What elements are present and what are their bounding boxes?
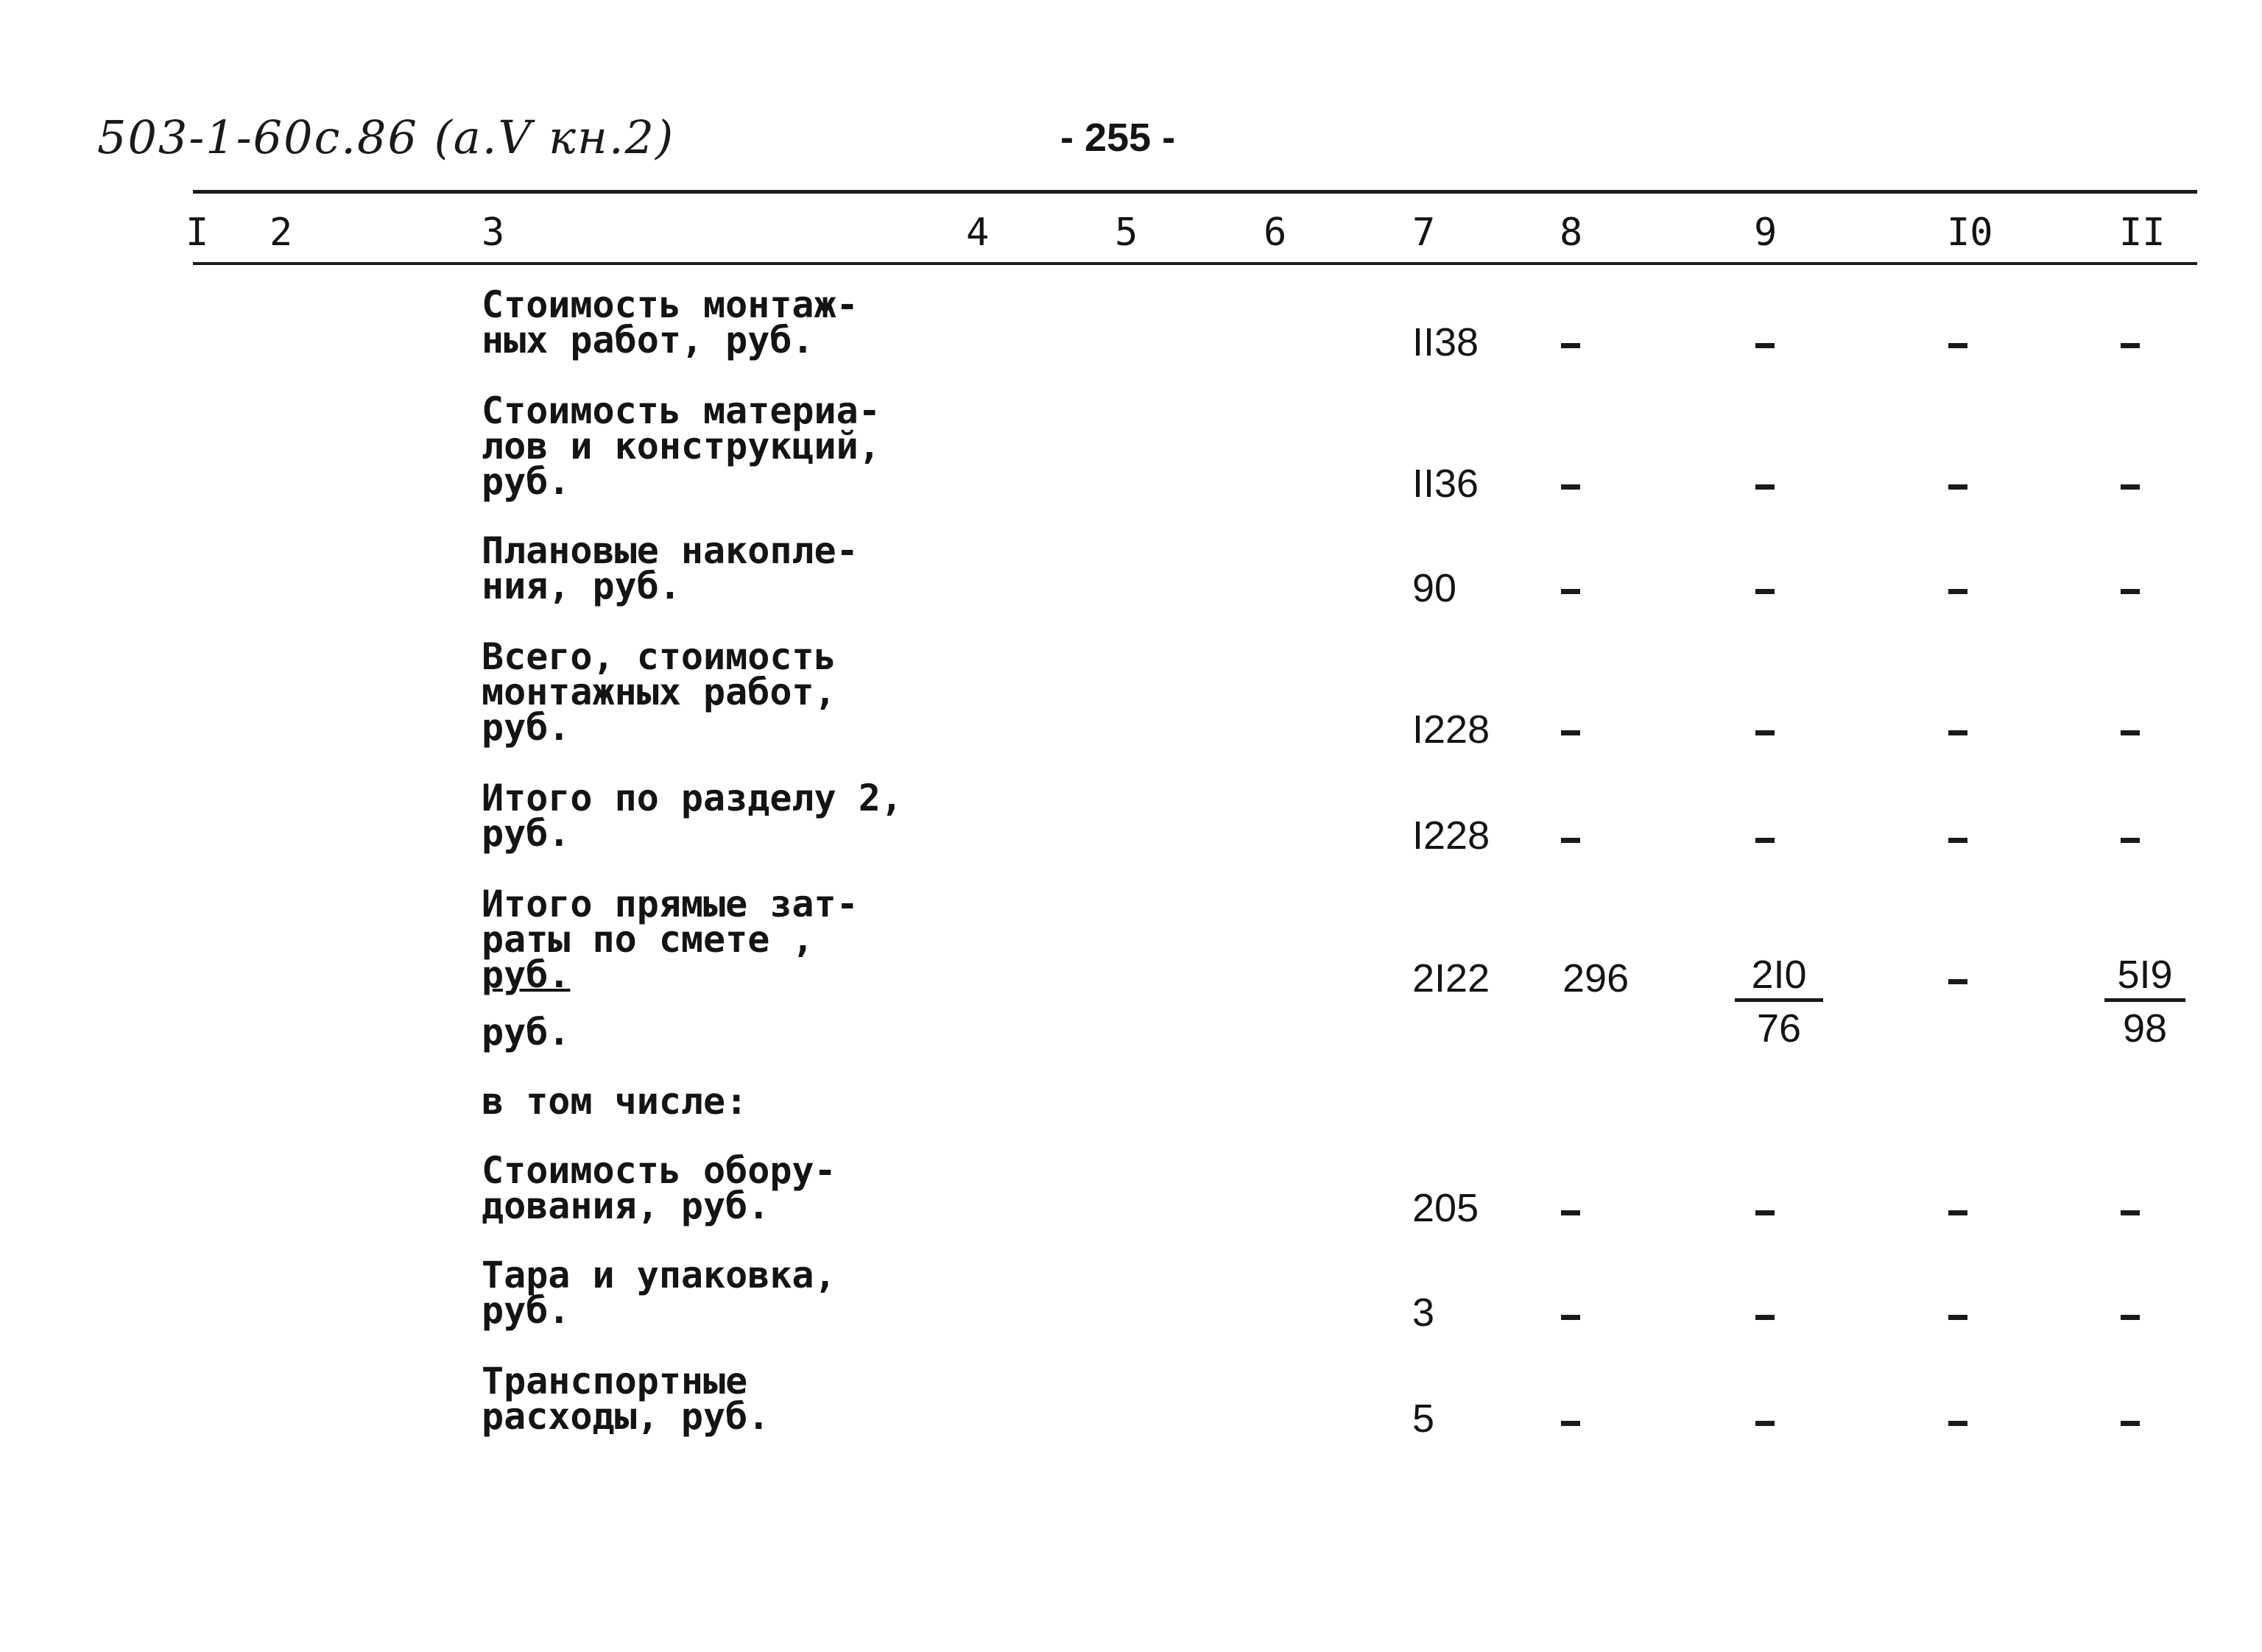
row-10-col-9-dash: [1755, 1421, 1775, 1426]
row-10-col-8-dash: [1561, 1421, 1580, 1426]
row-5-col-8-dash: [1561, 838, 1580, 843]
row-5-col-9-dash: [1755, 838, 1775, 843]
row-5-col-7: I228: [1412, 813, 1490, 858]
row-1-col-10-dash: [1948, 343, 1967, 348]
row-1-col-8-dash: [1561, 343, 1580, 348]
column-header-4: 4: [966, 211, 990, 255]
column-header-6: 6: [1264, 211, 1287, 255]
row-6-col-11-numerator: 5I9: [2117, 953, 2173, 997]
row-2-col-9-dash: [1755, 484, 1775, 490]
column-header-2: 2: [269, 211, 293, 255]
row-6-col-11-fraction: [2104, 953, 2185, 1051]
page-number: - 255 -: [1060, 116, 1176, 160]
row-label-equipment-cost: Стоимость обору- дования, руб.: [482, 1149, 836, 1227]
row-3-col-10-dash: [1948, 589, 1967, 594]
row-3-col-7: 90: [1412, 566, 1457, 610]
table-top-rule: [193, 190, 2197, 194]
row-2-col-10-dash: [1948, 484, 1967, 490]
row-9-col-10-dash: [1948, 1315, 1967, 1320]
row-3-col-11-dash: [2121, 589, 2140, 594]
row-10-col-7: 5: [1412, 1397, 1435, 1441]
row-label-installation-cost: Стоимость монтаж- ных работ, руб.: [482, 283, 859, 361]
row-10-col-10-dash: [1948, 1421, 1967, 1426]
row-8-col-11-dash: [2121, 1210, 2140, 1215]
row-2-col-7: II36: [1412, 462, 1479, 506]
row-1-col-7: II38: [1412, 320, 1479, 364]
row-8-col-8-dash: [1561, 1210, 1580, 1215]
row-9-col-8-dash: [1561, 1315, 1580, 1320]
row-6-col-9-denominator: 76: [1756, 1006, 1802, 1051]
row-3-col-9-dash: [1755, 589, 1775, 594]
row-3-col-8-dash: [1561, 589, 1580, 594]
column-header-8: 8: [1560, 211, 1583, 255]
row-4-col-9-dash: [1755, 730, 1775, 735]
row-4-col-8-dash: [1561, 730, 1580, 735]
column-header-5: 5: [1115, 211, 1138, 255]
document-code-handwritten: 503-1-60с.86 (а.V кн.2): [97, 110, 675, 164]
row-label-direct-costs-rub-line: руб.: [482, 1011, 571, 1053]
row-9-col-7: 3: [1412, 1291, 1435, 1335]
column-header-10: I0: [1947, 211, 1993, 255]
row-2-col-11-dash: [2121, 484, 2140, 490]
row-label-transport-costs: Транспортные расходы, руб.: [482, 1360, 770, 1438]
row-9-col-11-dash: [2121, 1315, 2140, 1320]
column-header-3: 3: [482, 211, 505, 255]
table-header-rule: [193, 262, 2197, 265]
row-2-col-8-dash: [1561, 484, 1580, 490]
row-5-col-10-dash: [1948, 838, 1967, 843]
row-8-col-9-dash: [1755, 1210, 1775, 1215]
row-6-col-9-fraction-bar: [1735, 998, 1823, 1002]
row-5-col-11-dash: [2121, 838, 2140, 843]
column-header-9: 9: [1754, 211, 1777, 255]
row-label-including: в том числе:: [482, 1080, 748, 1123]
row-8-col-10-dash: [1948, 1210, 1967, 1215]
row-6-col-8: 296: [1562, 956, 1629, 1000]
row-6-col-11-denominator: 98: [2122, 1006, 2168, 1051]
row-1-col-11-dash: [2121, 343, 2140, 348]
row-label-materials-cost: Стоимость материа- лов и конструкций, руб.: [482, 389, 881, 503]
row-6-col-11-fraction-bar: [2104, 998, 2185, 1002]
column-header-11: II: [2119, 211, 2166, 255]
row-4-col-11-dash: [2121, 730, 2140, 735]
row-4-col-10-dash: [1948, 730, 1967, 735]
column-header-1: I: [186, 211, 209, 255]
row-10-col-11-dash: [2121, 1421, 2140, 1426]
row-label-total-installation: Всего, стоимость монтажных работ, руб.: [482, 635, 836, 749]
row-1-col-9-dash: [1755, 343, 1775, 348]
row-6-col-9-fraction: [1735, 953, 1823, 1051]
row-8-col-7: 205: [1412, 1186, 1479, 1230]
row-6-col-7: 2I22: [1412, 956, 1490, 1000]
row-4-col-7: I228: [1412, 707, 1490, 752]
column-header-7: 7: [1412, 211, 1436, 255]
row-label-section-2-total: Итого по разделу 2, руб.: [482, 777, 903, 855]
row-9-col-9-dash: [1755, 1315, 1775, 1320]
row-label-planned-savings: Плановые накопле- ния, руб.: [482, 529, 859, 607]
row-6-col-10-dash: [1948, 979, 1967, 984]
row-label-direct-costs-total: Итого прямые зат- раты по смете , руб.: [482, 883, 859, 996]
row-label-packaging: Тара и упаковка, руб.: [482, 1254, 836, 1332]
row-6-col-9-numerator: 2I0: [1751, 953, 1807, 997]
